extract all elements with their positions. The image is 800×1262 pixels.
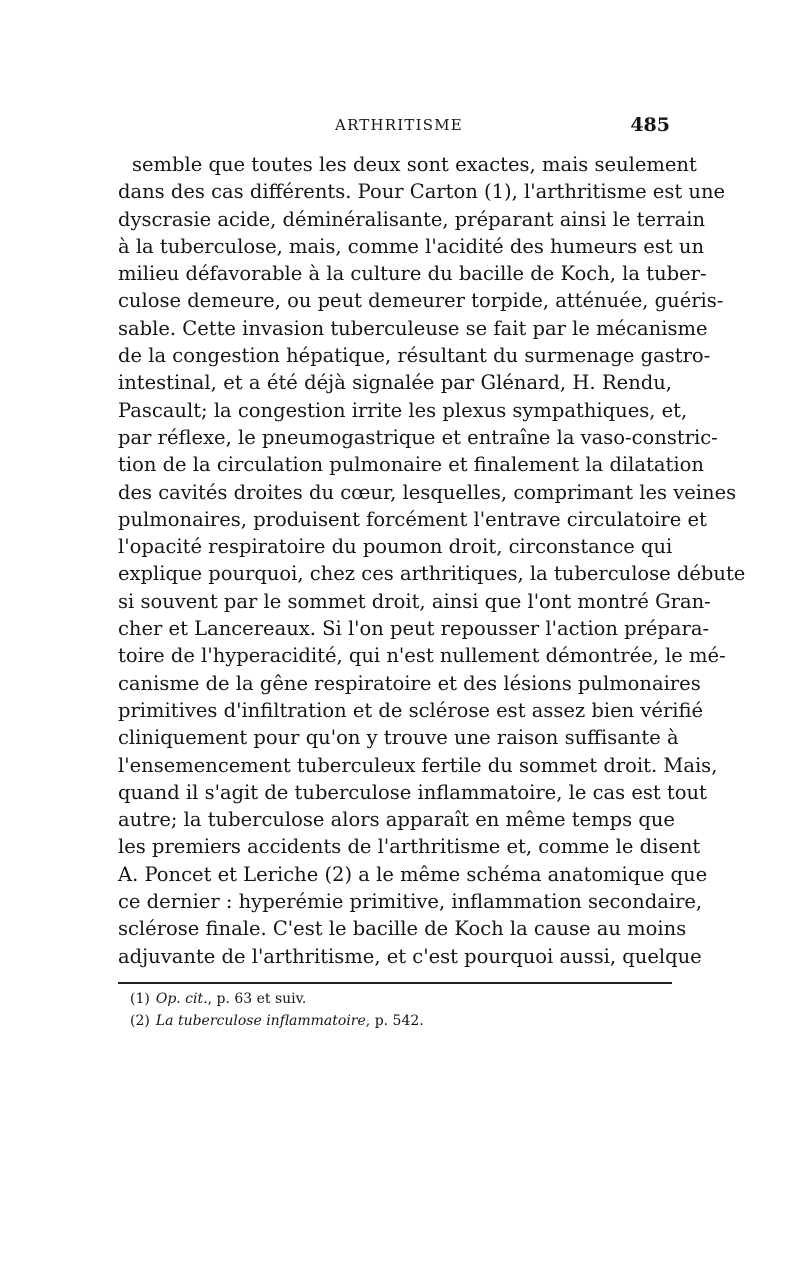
- text-line: quand il s'agit de tuberculose inflammatoire, le cas est tout: [118, 780, 707, 804]
- footnote-marker: (2): [130, 1013, 150, 1029]
- text-line: A. Poncet et Leriche (2) a le même schéma anatomique que: [118, 862, 708, 886]
- text-line: autre; la tuberculose alors apparaît en même temps que: [118, 808, 675, 832]
- footnote-divider: [118, 982, 672, 984]
- text-line: les premiers accidents de l'arthritisme et, comme le disent: [118, 835, 701, 859]
- text-line: dans des cas différents. Pour Carton (1), l'arthritisme est une: [118, 180, 726, 204]
- running-title: ARTHRITISME: [335, 116, 463, 134]
- text-line: Pascault; la congestion irrite les plexus sympathiques, et,: [118, 398, 688, 422]
- text-line: l'ensemencement tuberculeux fertile du sommet droit. Mais,: [118, 753, 718, 777]
- footnote-reference: , p. 63 et suiv.: [207, 991, 307, 1007]
- text-line: toire de l'hyperacidité, qui n'est nullement démontrée, le mé-: [118, 644, 726, 668]
- page-number: 485: [630, 114, 670, 136]
- text-line: l'opacité respiratoire du poumon droit, circonstance qui: [118, 535, 673, 559]
- text-line: intestinal, et a été déjà signalée par Glénard, H. Rendu,: [118, 371, 672, 395]
- running-head: [128, 114, 670, 138]
- body-text: [118, 151, 746, 970]
- footnote-reference: , p. 542.: [365, 1013, 424, 1029]
- footnote-1: [130, 988, 660, 1010]
- text-line: sclérose finale. C'est le bacille de Koch la cause au moins: [118, 917, 687, 941]
- text-line: dyscrasie acide, déminéralisante, préparant ainsi le terrain: [118, 207, 706, 231]
- text-line: à la tuberculose, mais, comme l'acidité des humeurs est un: [118, 234, 704, 258]
- text-line: primitives d'infiltration et de sclérose est assez bien vérifié: [118, 698, 704, 722]
- footnote-marker: (1): [130, 991, 150, 1007]
- footnote-cited-title: Op. cit.: [155, 991, 208, 1007]
- text-line: canisme de la gêne respiratoire et des lésions pulmonaires: [118, 671, 701, 695]
- text-line: cher et Lancereaux. Si l'on peut repousser l'action prépara-: [118, 617, 710, 641]
- text-line: culose demeure, ou peut demeurer torpide, atténuée, guéris-: [118, 289, 724, 313]
- footnote-2: [130, 1010, 660, 1032]
- footnotes: [130, 988, 660, 1032]
- footnote-cited-title: La tuberculose inflammatoire: [155, 1013, 366, 1029]
- text-line: sable. Cette invasion tuberculeuse se fait par le mécanisme: [118, 316, 708, 340]
- text-line: ce dernier : hyperémie primitive, inflammation secondaire,: [118, 890, 703, 914]
- text-line: par réflexe, le pneumogastrique et entraîne la vaso-constric-: [118, 425, 718, 449]
- text-line: pulmonaires, produisent forcément l'entrave circulatoire et: [118, 507, 707, 531]
- text-line: explique pourquoi, chez ces arthritiques, la tuberculose débute: [118, 562, 746, 586]
- text-line: cliniquement pour qu'on y trouve une raison suffisante à: [118, 726, 679, 750]
- text-line: tion de la circulation pulmonaire et finalement la dilatation: [118, 453, 704, 477]
- text-line: semble que toutes les deux sont exactes, mais seulement: [132, 153, 697, 176]
- text-line: adjuvante de l'arthritisme, et c'est pourquoi aussi, quelque: [118, 944, 702, 968]
- text-line: des cavités droites du cœur, lesquelles, comprimant les veines: [118, 480, 737, 504]
- text-line: si souvent par le sommet droit, ainsi que l'ont montré Gran-: [118, 589, 711, 613]
- text-line: de la congestion hépatique, résultant du surmenage gastro-: [118, 344, 711, 368]
- text-line: milieu défavorable à la culture du bacille de Koch, la tuber-: [118, 262, 707, 286]
